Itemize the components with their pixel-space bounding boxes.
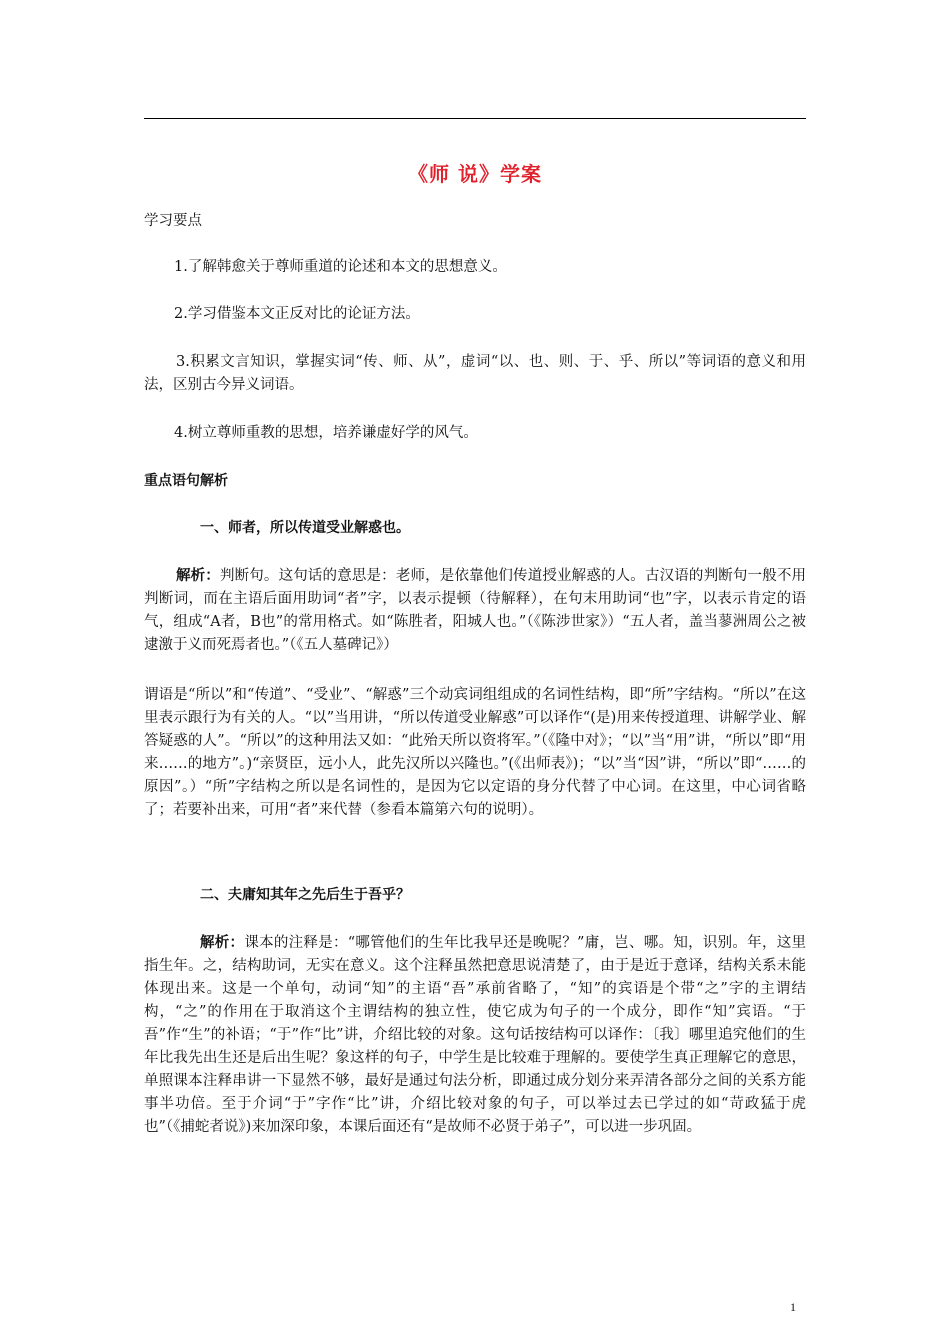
analysis-1-text: 判断句。这句话的意思是：老师，是依靠他们传道授业解惑的人。古汉语的判断句一般不用判断词，而在主语后面用助词“者”字，以表示提顿（待解释），在句末用助词“也”字，以表示肯定的语气，组成“A者，B也”的常用格式。如“陈胜者，阳城人也。”（《陈涉世家》）“五人者，盖当蓼洲周公之被逮激于义而死焉者也。”（《五人墓碑记》） xyxy=(144,568,807,653)
sentence-2: 二、夫庸知其年之先后生于吾乎？ xyxy=(200,887,410,903)
analysis-1-label: 解析： xyxy=(176,568,220,584)
analysis-2-text: 课本的注释是：“哪管他们的生年比我早还是晚呢？”庸，岂、哪。知，识别。年，这里指生年。之，结构助词，无实在意义。这个注释虽然把意思说清楚了，由于是近于意译，结构关系未能体现出来。这是一个单句，动词“知”的主语“吾”承前省略了，“知”的宾语是个带“之”字的主谓结构，“之”的作用在于取消这个主谓结构的独立性，使它成为句子的一个成分，即作“知”宾语。“于吾”作“生”的补语；“于”作“比”讲，介绍比较的对象。这句话按结构可以译作：〔我〕哪里追究他们的生年比我先出生还是后出生呢？象这样的句子，中学生是比较难于理解的。要使学生真正理解它的意思，单照课本注释串讲一下显然不够，最好是通过句法分析，即通过成分划分来弄清各部分之间的关系方能事半功倍。至于介词“于”字作“比”讲，介绍比较对象的句子，可以举过去已学过的如“苛政猛于虎也”（《捕蛇者说》)来加深印象，本课后面还有“是故师不必贤于弟子”，可以进一步巩固。 xyxy=(144,935,807,1135)
study-point-3: 3.积累文言知识，掌握实词“传、师、从”，虚词“以、也、则、于、乎、所以”等词语的意义和用法，区别古今异义词语。 xyxy=(144,354,806,393)
analysis-2-label: 解析： xyxy=(200,935,245,951)
study-points-heading: 学习要点 xyxy=(144,213,202,229)
analysis-1 xyxy=(144,565,806,657)
sentence-1: 一、师者，所以传道受业解惑也。 xyxy=(200,520,410,536)
study-point-2: 2.学习借鉴本文正反对比的论证方法。 xyxy=(174,306,420,322)
page-number: 1 xyxy=(790,1300,796,1314)
analysis-2 xyxy=(144,932,806,1139)
analysis-1-continued: 谓语是“所以”和“传道”、“受业”、“解惑”三个动宾词组组成的名词性结构，即“所”字结构。“所以”在这里表示跟行为有关的人。“以”当用讲，“所以传道受业解惑”可以译作“(是)用来传授道理、讲解学业、解答疑惑的人”。“所以”的这种用法又如：“此殆天所以资将军。”（《隆中对》；“以”当“用”讲，“所以”即“用来……的地方”。)“亲贤臣，远小人，此先汉所以兴隆也。”(《出师表》)；“以”当“因”讲，“所以”即“……的原因”。）“所”字结构之所以是名词性的，是因为它以定语的身分代替了中心词。在这里，中心词省略了；若要补出来，可用“者”来代替（参看本篇第六句的说明）。 xyxy=(144,687,806,818)
study-point-1: 1.了解韩愈关于尊师重道的论述和本文的思想意义。 xyxy=(174,259,507,275)
key-sentences-heading: 重点语句解析 xyxy=(144,473,228,489)
header-rule xyxy=(144,118,806,119)
study-point-4: 4.树立尊师重教的思想，培养谦虚好学的风气。 xyxy=(174,425,478,441)
document-title: 《师 说》学案 xyxy=(408,162,542,186)
